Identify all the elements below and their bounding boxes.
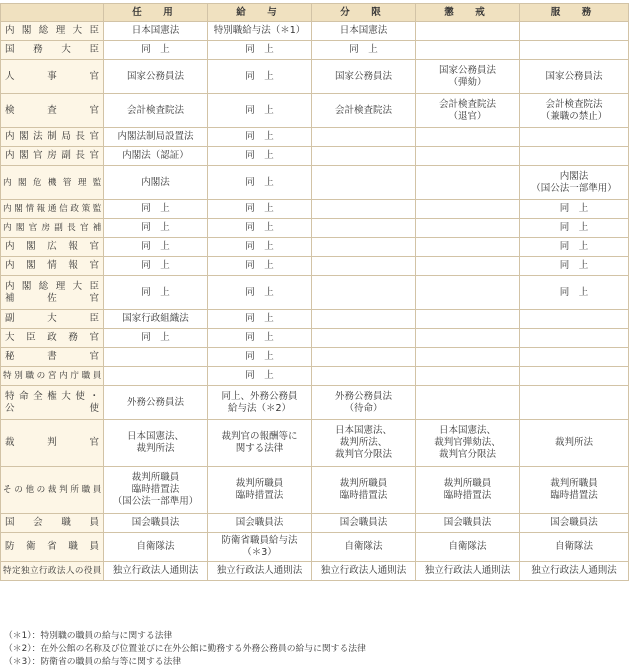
table-row [1, 467, 629, 514]
law-cell: 国会職員法 [208, 514, 312, 533]
header-salary: 給 与 [208, 4, 312, 22]
position-label: 内閣総理大臣 [1, 22, 104, 41]
law-cell: 国家公務員法 [104, 60, 208, 94]
table-row [1, 514, 629, 533]
position-label-line: 補 佐 官 [5, 292, 99, 304]
law-cell: 日本国憲法、 裁判所法、 裁判官分限法 [312, 420, 416, 467]
law-cell: 同 上 [208, 200, 312, 219]
position-label: 裁判官 [1, 420, 104, 467]
law-cell: 日本国憲法 [312, 22, 416, 41]
position-label: 人事官 [1, 60, 104, 94]
table-row [1, 562, 629, 581]
law-cell: 同 上 [208, 94, 312, 128]
law-cell [416, 329, 520, 348]
table-row [1, 386, 629, 420]
law-cell: 裁判所職員 臨時措置法 [312, 467, 416, 514]
table-row [1, 94, 629, 128]
header-row [1, 4, 629, 22]
law-cell: 同上、外務公務員 給与法（＊2） [208, 386, 312, 420]
position-label: 副大臣 [1, 310, 104, 329]
law-cell: 内閣法制局設置法 [104, 128, 208, 147]
table-row [1, 22, 629, 41]
law-cell: 国会職員法 [104, 514, 208, 533]
law-cell: 内閣法 [104, 166, 208, 200]
law-cell: 同 上 [208, 329, 312, 348]
law-cell: 同 上 [520, 200, 629, 219]
law-cell: 外務公務員法 （待命） [312, 386, 416, 420]
law-cell [312, 147, 416, 166]
law-cell: 同 上 [208, 310, 312, 329]
law-cell [520, 147, 629, 166]
law-cell [416, 166, 520, 200]
header-discipline: 懲 戒 [416, 4, 520, 22]
position-label: 内閣広報官 [1, 238, 104, 257]
footnotes [4, 630, 366, 669]
position-label: 内閣法制局長官 [1, 128, 104, 147]
law-cell [312, 238, 416, 257]
footnote-2: （＊2）：在外公館の名称及び位置並びに在外公館に勤務する外務公務員の給与に関する法律 [4, 644, 366, 654]
table-row [1, 533, 629, 562]
law-cell [312, 257, 416, 276]
law-cell: 国家公務員法 [520, 60, 629, 94]
law-cell: 内閣法 （国公法一部準用） [520, 166, 629, 200]
law-cell: 同 上 [208, 166, 312, 200]
law-cell: 同 上 [520, 219, 629, 238]
law-cell: 国家公務員法 [312, 60, 416, 94]
table-row [1, 60, 629, 94]
footnote-3: （＊3）：防衛省の職員の給与等に関する法律 [4, 657, 182, 667]
law-cell [312, 219, 416, 238]
position-label: 秘書官 [1, 348, 104, 367]
law-cell: 会計検査院法 [104, 94, 208, 128]
law-cell: 裁判所法 [520, 420, 629, 467]
table-row [1, 128, 629, 147]
law-cell: 同 上 [208, 41, 312, 60]
law-cell: 同 上 [208, 276, 312, 310]
law-cell: 内閣法（認証） [104, 147, 208, 166]
law-cell: 同 上 [104, 41, 208, 60]
table-row [1, 420, 629, 467]
position-label: その他の裁判所職員 [1, 467, 104, 514]
law-cell: 同 上 [104, 219, 208, 238]
law-cell: 独立行政法人通則法 [416, 562, 520, 581]
position-label-line: 公 使 [5, 402, 99, 414]
table-row [1, 166, 629, 200]
law-cell: 裁判所職員 臨時措置法 [416, 467, 520, 514]
law-cell [520, 329, 629, 348]
law-cell [312, 329, 416, 348]
law-cell: 同 上 [520, 276, 629, 310]
law-cell [312, 166, 416, 200]
law-cell: 自衛隊法 [312, 533, 416, 562]
law-cell: 同 上 [104, 257, 208, 276]
header-status: 分 限 [312, 4, 416, 22]
law-cell [520, 367, 629, 386]
law-cell [416, 238, 520, 257]
law-cell [416, 367, 520, 386]
law-cell [312, 200, 416, 219]
header-service: 服 務 [520, 4, 629, 22]
position-label: 防衛省職員 [1, 533, 104, 562]
law-cell: 同 上 [520, 257, 629, 276]
law-cell: 特別職給与法（＊1） [208, 22, 312, 41]
law-cell [416, 128, 520, 147]
law-cell: 会計検査院法 （兼職の禁止） [520, 94, 629, 128]
law-cell [416, 310, 520, 329]
law-cell: 防衛省職員給与法 （＊3） [208, 533, 312, 562]
law-cell: 同 上 [104, 276, 208, 310]
position-label: 内閣危機管理監 [1, 166, 104, 200]
law-cell: 国会職員法 [416, 514, 520, 533]
law-cell: 国家公務員法 （弾劾） [416, 60, 520, 94]
law-cell [520, 386, 629, 420]
position-label: 検査官 [1, 94, 104, 128]
law-cell: 同 上 [312, 41, 416, 60]
position-label: 国会職員 [1, 514, 104, 533]
law-cell: 同 上 [208, 147, 312, 166]
law-cell [416, 257, 520, 276]
position-label [1, 386, 104, 420]
law-cell [416, 41, 520, 60]
law-cell [520, 22, 629, 41]
law-cell [520, 348, 629, 367]
position-label: 内閣官房副長官補 [1, 219, 104, 238]
law-cell [416, 147, 520, 166]
law-cell: 同 上 [208, 257, 312, 276]
law-cell: 裁判所職員 臨時措置法 [208, 467, 312, 514]
position-label: 大臣政務官 [1, 329, 104, 348]
table-row [1, 238, 629, 257]
table-row [1, 367, 629, 386]
position-label: 内閣情報通信政策監 [1, 200, 104, 219]
law-cell: 独立行政法人通則法 [104, 562, 208, 581]
law-cell: 同 上 [104, 329, 208, 348]
table-row [1, 276, 629, 310]
law-cell: 同 上 [208, 128, 312, 147]
law-cell: 自衛隊法 [416, 533, 520, 562]
law-cell: 同 上 [104, 200, 208, 219]
law-cell [416, 219, 520, 238]
law-cell: 同 上 [208, 367, 312, 386]
footnote-1: （＊1）：特別職の職員の給与に関する法律 [4, 631, 173, 641]
position-label: 特別職の宮内庁職員 [1, 367, 104, 386]
law-cell [520, 310, 629, 329]
law-cell: 日本国憲法、 裁判官弾劾法、 裁判官分限法 [416, 420, 520, 467]
table-row [1, 147, 629, 166]
law-cell [416, 276, 520, 310]
header-appointment: 任 用 [104, 4, 208, 22]
law-cell: 国家行政組織法 [104, 310, 208, 329]
law-cell: 独立行政法人通則法 [312, 562, 416, 581]
law-cell: 同 上 [520, 238, 629, 257]
position-label: 内閣官房副長官 [1, 147, 104, 166]
table-row [1, 257, 629, 276]
table-row [1, 200, 629, 219]
law-cell [520, 128, 629, 147]
law-cell [312, 348, 416, 367]
law-cell: 会計検査院法 （退官） [416, 94, 520, 128]
law-cell [312, 367, 416, 386]
table-row [1, 348, 629, 367]
law-cell: 外務公務員法 [104, 386, 208, 420]
table-row [1, 310, 629, 329]
law-cell [104, 367, 208, 386]
law-cell [312, 128, 416, 147]
law-cell: 裁判所職員 臨時措置法 [520, 467, 629, 514]
law-cell [416, 386, 520, 420]
law-cell [416, 200, 520, 219]
position-label: 特定独立行政法人の役員 [1, 562, 104, 581]
corner-cell [1, 4, 104, 22]
position-label-line: 特命全権大使・ [5, 390, 99, 402]
law-cell [416, 22, 520, 41]
law-cell: 同 上 [104, 238, 208, 257]
position-label: 内閣情報官 [1, 257, 104, 276]
law-cell: 国会職員法 [520, 514, 629, 533]
law-cell: 同 上 [208, 348, 312, 367]
law-cell: 同 上 [208, 219, 312, 238]
law-cell: 自衛隊法 [520, 533, 629, 562]
law-cell: 自衛隊法 [104, 533, 208, 562]
law-table [0, 3, 629, 581]
law-cell: 日本国憲法、 裁判所法 [104, 420, 208, 467]
law-cell [520, 41, 629, 60]
law-cell: 会計検査院法 [312, 94, 416, 128]
law-cell [104, 348, 208, 367]
law-cell [312, 310, 416, 329]
law-cell: 裁判所職員 臨時措置法 （国公法一部準用） [104, 467, 208, 514]
law-cell: 国会職員法 [312, 514, 416, 533]
position-label [1, 276, 104, 310]
position-label-line: 内閣総理大臣 [5, 280, 99, 292]
table-row [1, 41, 629, 60]
law-cell [312, 276, 416, 310]
law-cell: 独立行政法人通則法 [208, 562, 312, 581]
law-cell: 裁判官の報酬等に 関する法律 [208, 420, 312, 467]
law-cell: 同 上 [208, 238, 312, 257]
table-row [1, 329, 629, 348]
table-row [1, 219, 629, 238]
position-label: 国務大臣 [1, 41, 104, 60]
law-cell: 独立行政法人通則法 [520, 562, 629, 581]
law-cell [416, 348, 520, 367]
law-cell: 日本国憲法 [104, 22, 208, 41]
law-cell: 同 上 [208, 60, 312, 94]
